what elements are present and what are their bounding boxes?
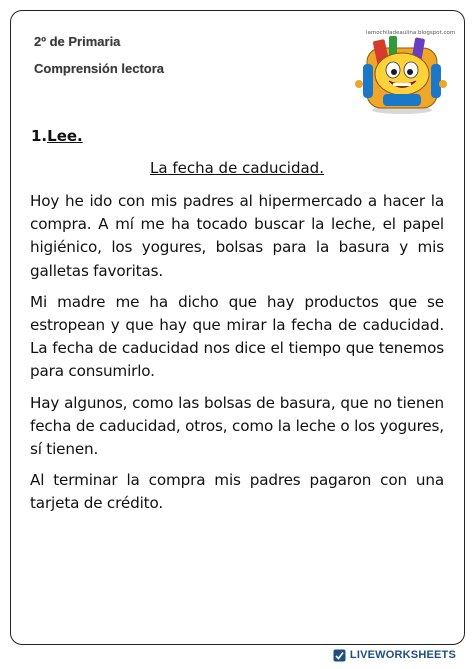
instruction-number: 1.: [31, 127, 48, 145]
liveworksheets-brand: LIVEWORKSHEETS: [349, 649, 456, 661]
mascot-url-text: lamochiladeaulina.blogspot.com: [366, 30, 456, 36]
instruction-verb: Lee.: [47, 127, 83, 145]
reading-paragraph: Hoy he ido con mis padres al hipermercado a hacer la compra. A mí me ha tocado buscar la leche, el papel higiénico, los yogures, bolsas para la basura y mis galletas favoritas.: [30, 192, 444, 280]
liveworksheets-footer[interactable]: [333, 648, 456, 662]
grade-label: 2º de Primaria: [34, 34, 121, 49]
instruction-heading: [31, 127, 83, 145]
reading-paragraph: Al terminar la compra mis padres pagaron con una tarjeta de crédito.: [30, 471, 444, 513]
subject-label: Comprensión lectora: [34, 61, 165, 76]
reading-paragraph: Mi madre me ha dicho que hay productos que se estropean y que hay que mirar la fecha de caducidad. La fecha de caducidad nos dice el tiempo que tenemos para consumirlo.: [30, 292, 444, 381]
reading-paragraph: Hay algunos, como las bolsas de basura, que no tienen fecha de caducidad, otros, como la leche o los yogures, sí tienen.: [30, 393, 444, 459]
reading-title: La fecha de caducidad.: [150, 159, 324, 177]
liveworksheets-logo-icon: [333, 649, 346, 662]
reading-text: [30, 190, 444, 524]
backpack-mascot-icon: [353, 30, 449, 116]
